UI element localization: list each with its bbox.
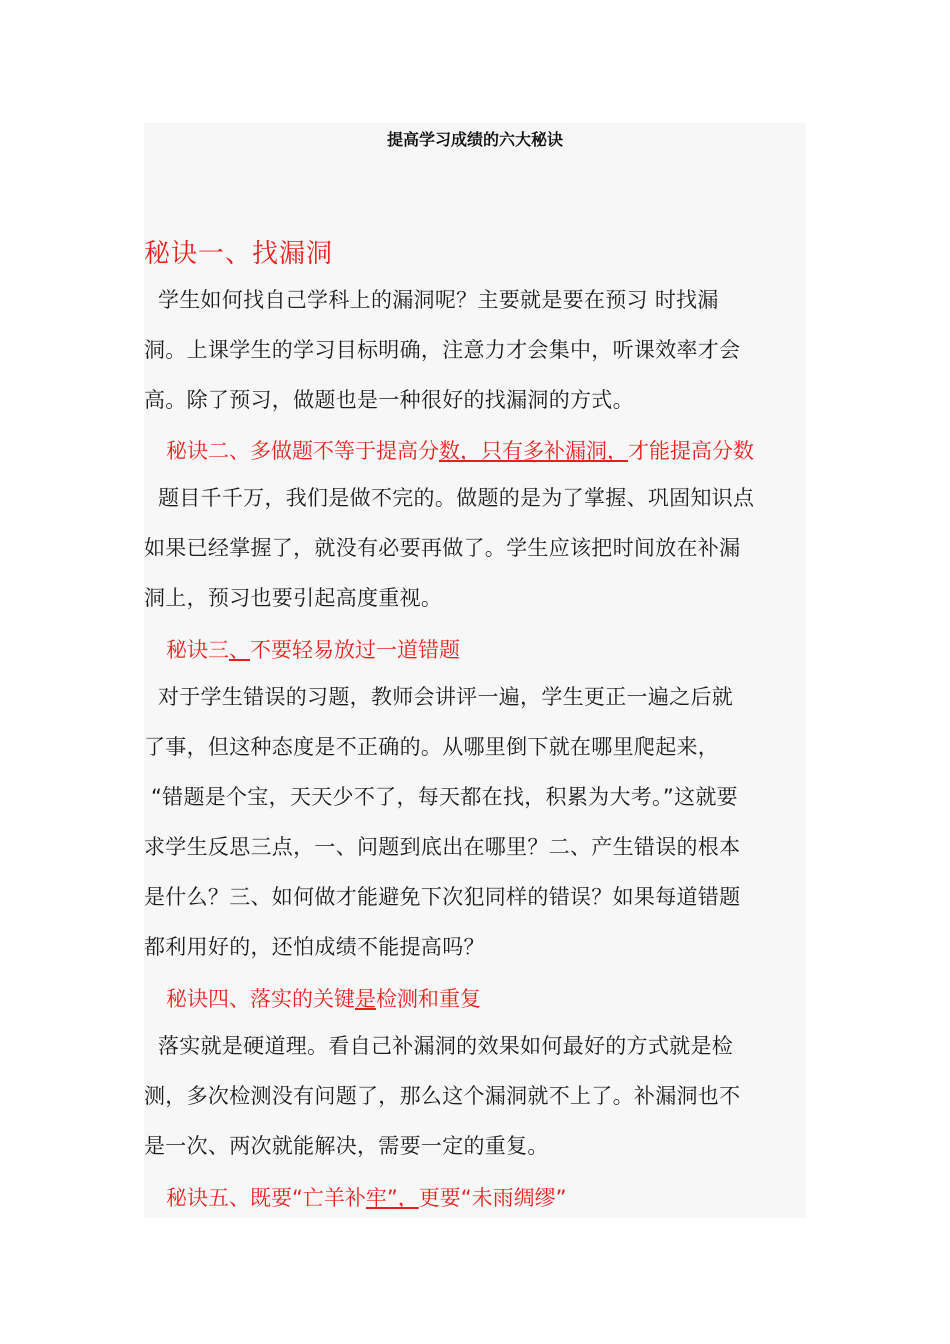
section-2-line: 如果已经掌握了，就没有必要再做了。学生应该把时间放在补漏 — [144, 536, 741, 560]
section-4-line: 测，多次检测没有问题了，那么这个漏洞就不上了。补漏洞也不 — [144, 1084, 741, 1108]
section-5-heading-underlined: 牢”， — [365, 1186, 419, 1210]
section-4-line: 落实就是硬道理。看自己补漏洞的效果如何最好的方式就是检 — [144, 1034, 734, 1058]
section-2-line: 题目千千万，我们是做不完的。做题的是为了掌握、巩固知识点 — [144, 486, 755, 510]
document-title: 提高学习成绩的六大秘诀 — [386, 130, 563, 149]
document-page — [144, 123, 806, 1218]
section-3-line: 都利用好的，还怕成绩不能提高吗？ — [144, 935, 485, 959]
section-1-line: 学生如何找自己学科上的漏洞呢？主要就是要在预习 时找漏 — [144, 288, 719, 312]
section-2-heading — [166, 435, 754, 465]
section-1-heading: 秘诀一、找漏洞 — [144, 239, 334, 269]
section-4-heading-underlined: 是 — [355, 987, 376, 1011]
section-4-body — [144, 1021, 806, 1171]
section-4-line: 是一次、两次就能解决，需要一定的重复。 — [144, 1134, 549, 1158]
section-4-heading — [166, 983, 481, 1013]
section-1-body — [144, 275, 806, 425]
section-4-heading-part: 秘诀四、落实的关键 — [166, 987, 355, 1011]
section-5-heading-part: 更要“未雨绸缪” — [418, 1186, 567, 1210]
section-2-heading-part: 秘诀二、多做题不等于提高分 — [166, 439, 439, 463]
section-5-heading-part: 秘诀五、既要“亡羊补 — [166, 1186, 366, 1210]
section-5-heading — [166, 1182, 567, 1212]
section-4-heading-part: 检测和重复 — [376, 987, 481, 1011]
section-2-body — [144, 473, 806, 623]
section-2-heading-underlined: 数，只有多补漏洞， — [439, 439, 628, 463]
section-3-line: 求学生反思三点，一、问题到底出在哪里？二、产生错误的根本 — [144, 835, 741, 859]
section-1-line: 高。除了预习，做题也是一种很好的找漏洞的方式。 — [144, 388, 634, 412]
section-3-heading — [166, 634, 460, 664]
section-2-line: 洞上，预习也要引起高度重视。 — [144, 586, 443, 610]
section-3-heading-underlined: 、 — [229, 638, 250, 662]
section-2-heading-part: 才能提高分数 — [628, 439, 754, 463]
section-1-line: 洞。上课学生的学习目标明确，注意力才会集中，听课效率才会 — [144, 338, 741, 362]
section-3-line: 是什么？三、如何做才能避免下次犯同样的错误？如果每道错题 — [144, 885, 741, 909]
section-3-body — [144, 672, 806, 972]
section-3-line: 对于学生错误的习题，教师会讲评一遍，学生更正一遍之后就 — [144, 685, 734, 709]
section-3-heading-part: 秘诀三 — [166, 638, 229, 662]
section-3-heading-part: 不要轻易放过一道错题 — [250, 638, 460, 662]
section-3-line: “错题是个宝，天天少不了，每天都在找，积累为大考。”这就要 — [144, 785, 738, 809]
section-3-line: 了事，但这种态度是不正确的。从哪里倒下就在哪里爬起来， — [144, 735, 720, 759]
